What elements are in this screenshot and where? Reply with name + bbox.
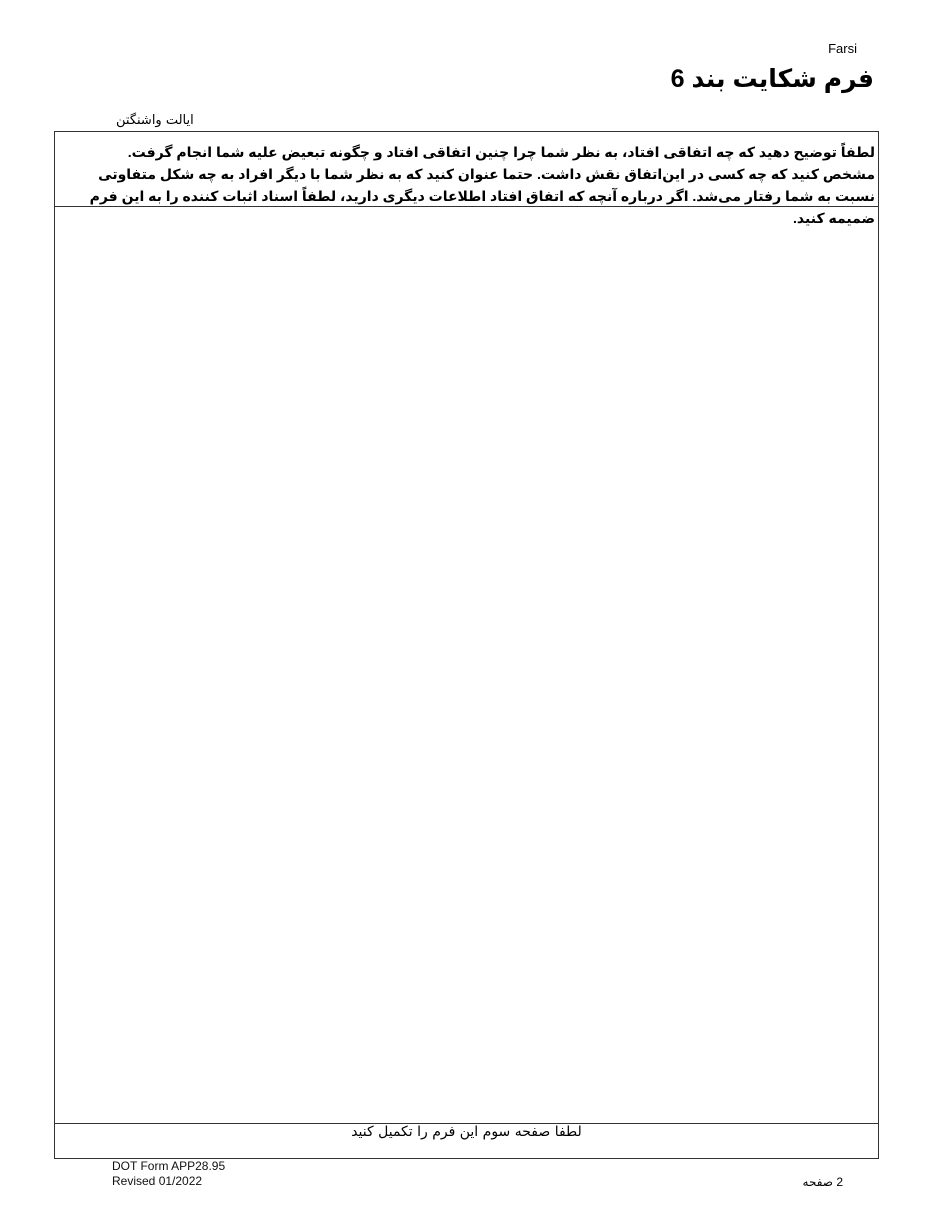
revision-date: Revised 01/2022 [112,1174,203,1188]
complaint-form-box [54,131,879,1159]
complaint-description-field[interactable] [55,207,878,1124]
instructions-text: لطفاً توضیح دهید که چه اتفاقی افتاد، به نظر شما چرا چنین اتفاقی افتاد و چگونه تبعیض علیه شما انجام گرفت. مشخص کنید که چه کسی در این‌اتفاق نقش داشت. حتما عنوان کنید که به نظر شما با دیگر افراد به چه شکل متفاوتی نسبت به شما رفتار می‌شد. اگر درباره آنچه که اتفاق افتاد اطلاعات دیگری دارید، لطفاً اسناد اثبات کننده را به این فرم ضمیمه کنید. [55,132,878,207]
form-info [112,1159,225,1189]
language-label: Farsi [828,41,857,56]
state-label: ایالت واشنگتن [116,113,194,128]
page-number: 2 صفحه [802,1175,843,1189]
continue-note: لطفا صفحه سوم این فرم را تکمیل کنید [351,1124,582,1140]
form-number: DOT Form APP28.95 [112,1159,226,1173]
page-title: فرم شکایت بند 6 [670,65,874,93]
